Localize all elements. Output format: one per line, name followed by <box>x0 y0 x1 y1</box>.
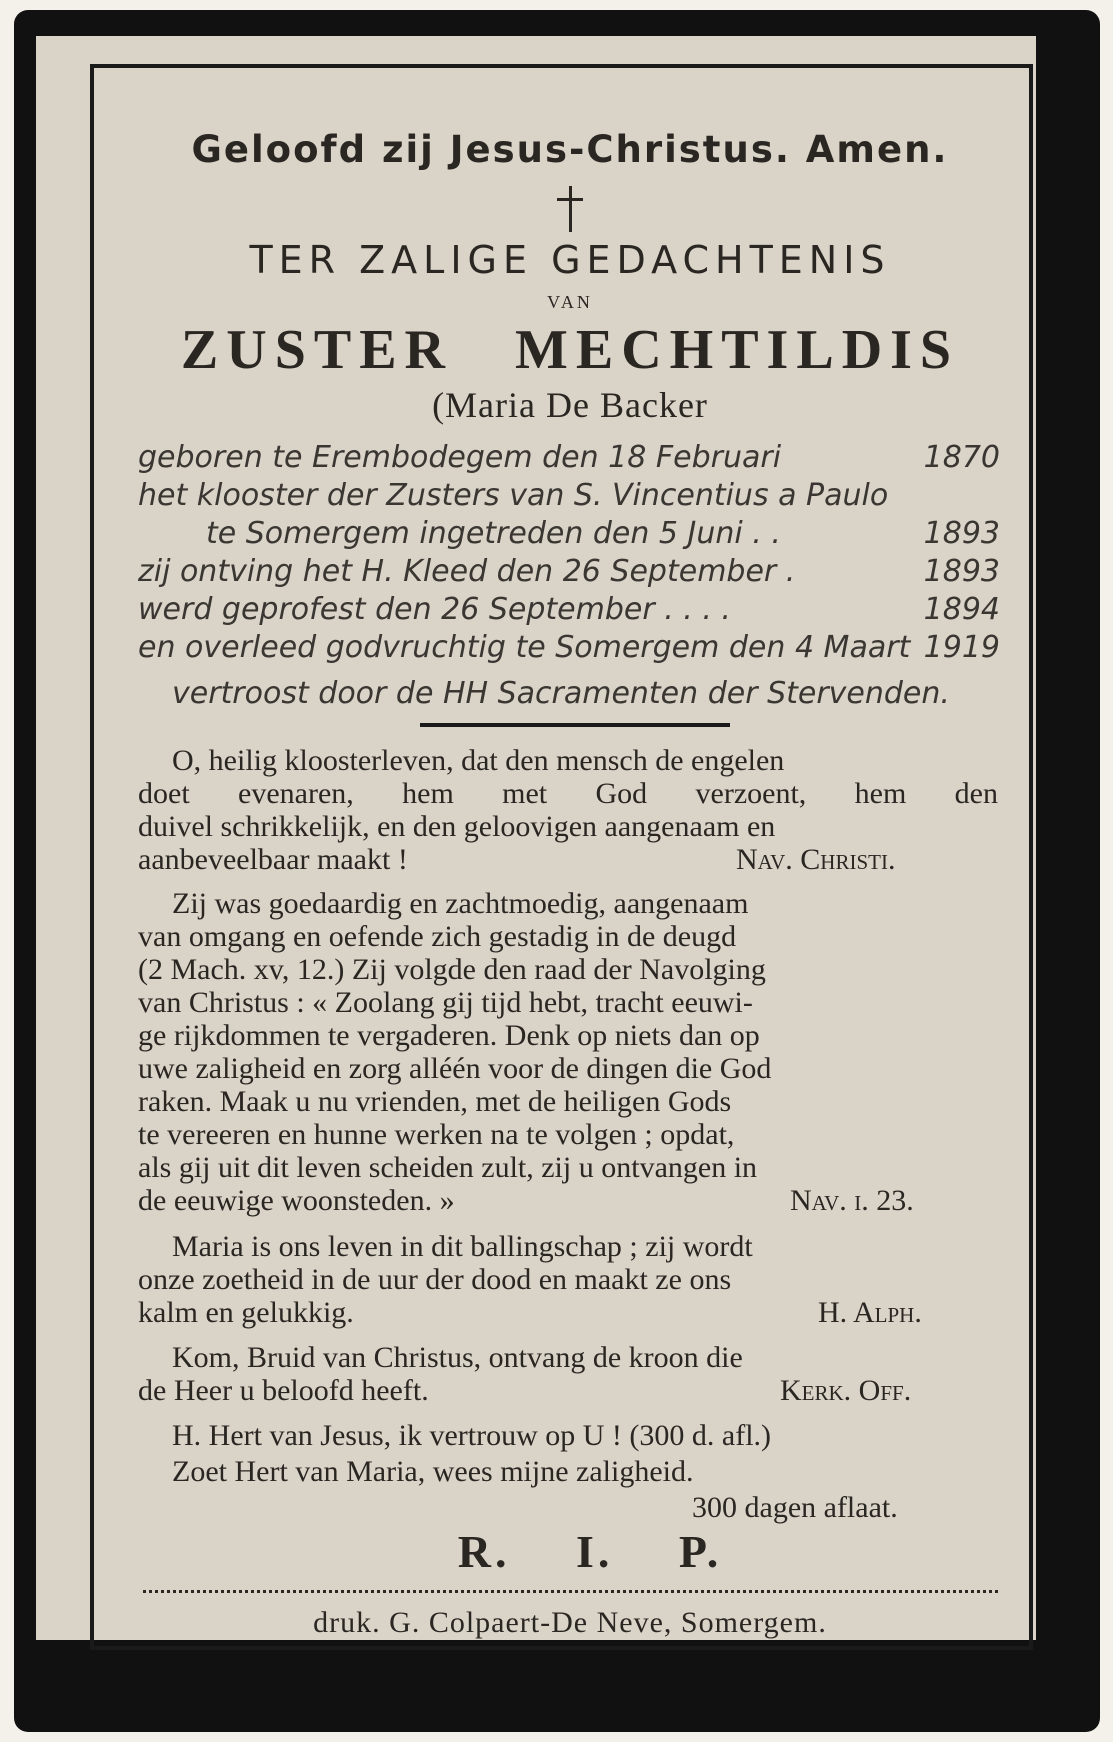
text-line: ge rijkdommen te vergaderen. Denk op niets dan op <box>138 1019 760 1052</box>
deceased-name: ZUSTER MECHTILDIS <box>180 319 960 381</box>
prayer-line: Zoet Hert van Maria, wees mijne zaligheid. <box>172 1455 694 1488</box>
text-line: Kom, Bruid van Christus, ontvang de kroon die <box>172 1341 743 1374</box>
bio-line: werd geprofest den 26 September . . . . <box>138 592 731 627</box>
bio-line: vertroost door de HH Sacramenten der Stervenden. <box>172 676 950 711</box>
text-line: onze zoetheid in de uur der dood en maakt ze ons <box>138 1263 732 1296</box>
source-citation: H. Alph. <box>818 1296 922 1329</box>
bio-line: geboren te Erembodegem den 18 Februari <box>138 440 782 475</box>
rip-label: R. I. P. <box>457 1526 723 1577</box>
memorial-heading: TER ZALIGE GEDACHTENIS <box>249 238 891 282</box>
text-line: van omgang en oefende zich gestadig in de deugd <box>138 920 737 953</box>
text-line: (2 Mach. xv, 12.) Zij volgde den raad der Navolging <box>138 953 766 986</box>
divider-rule <box>420 723 730 727</box>
bio-year: 1919 <box>923 630 1000 665</box>
bio-year: 1870 <box>923 440 1000 475</box>
text-line: de eeuwige woonsteden. » <box>138 1184 455 1217</box>
civil-name: (Maria De Backer <box>432 385 708 425</box>
text-line: duivel schrikkelijk, en den geloovigen aangenaam en <box>138 810 776 843</box>
dotted-divider <box>143 1590 998 1593</box>
text-line: uwe zaligheid en zorg alléén voor de dingen die God <box>138 1052 772 1085</box>
bio-line: zij ontving het H. Kleed den 26 September . <box>138 554 796 589</box>
prayer-line: H. Hert van Jesus, ik vertrouw op U ! (300 d. afl.) <box>172 1419 772 1452</box>
text-line: doet evenaren, hem met God verzoent, hem den <box>138 777 998 810</box>
source-citation: Nav. Christi. <box>736 843 896 876</box>
text-line: Maria is ons leven in dit ballingschap ; zij wordt <box>172 1230 753 1263</box>
text-line: van Christus : « Zoolang gij tijd hebt, tracht eeuwi- <box>138 986 753 1019</box>
text-line: te vereeren en hunne werken na te volgen ; opdat, <box>138 1118 735 1151</box>
text-line: kalm en gelukkig. <box>138 1296 354 1329</box>
bio-line: en overleed godvruchtig te Somergem den 4 Maart <box>138 630 911 665</box>
header-acclamation: Geloofd zij Jesus-Christus. Amen. <box>191 128 949 171</box>
text-line: als gij uit dit leven scheiden zult, zij u ontvangen in <box>138 1151 758 1184</box>
bio-year: 1894 <box>923 592 1000 627</box>
text-line: de Heer u beloofd heeft. <box>138 1374 429 1407</box>
bio-year: 1893 <box>923 516 1000 551</box>
text-line: O, heilig kloosterleven, dat den mensch de engelen <box>172 744 785 777</box>
van-label: VAN <box>547 292 593 312</box>
bio-line: het klooster der Zusters van S. Vincentius a Paulo <box>138 478 889 513</box>
text-line: aanbeveelbaar maakt ! <box>138 843 408 876</box>
bio-line: te Somergem ingetreden den 5 Juni . . <box>206 516 781 551</box>
cross-icon <box>555 186 585 232</box>
indulgence-note: 300 dagen aflaat. <box>692 1491 898 1524</box>
printer-credit: druk. G. Colpaert-De Neve, Somergem. <box>313 1606 827 1639</box>
bio-year: 1893 <box>923 554 1000 589</box>
text-line: raken. Maak u nu vrienden, met de heiligen Gods <box>138 1085 732 1118</box>
source-citation: Kerk. Off. <box>780 1374 912 1407</box>
source-citation: Nav. i. 23. <box>790 1184 914 1217</box>
text-line: Zij was goedaardig en zachtmoedig, aangenaam <box>172 887 749 920</box>
